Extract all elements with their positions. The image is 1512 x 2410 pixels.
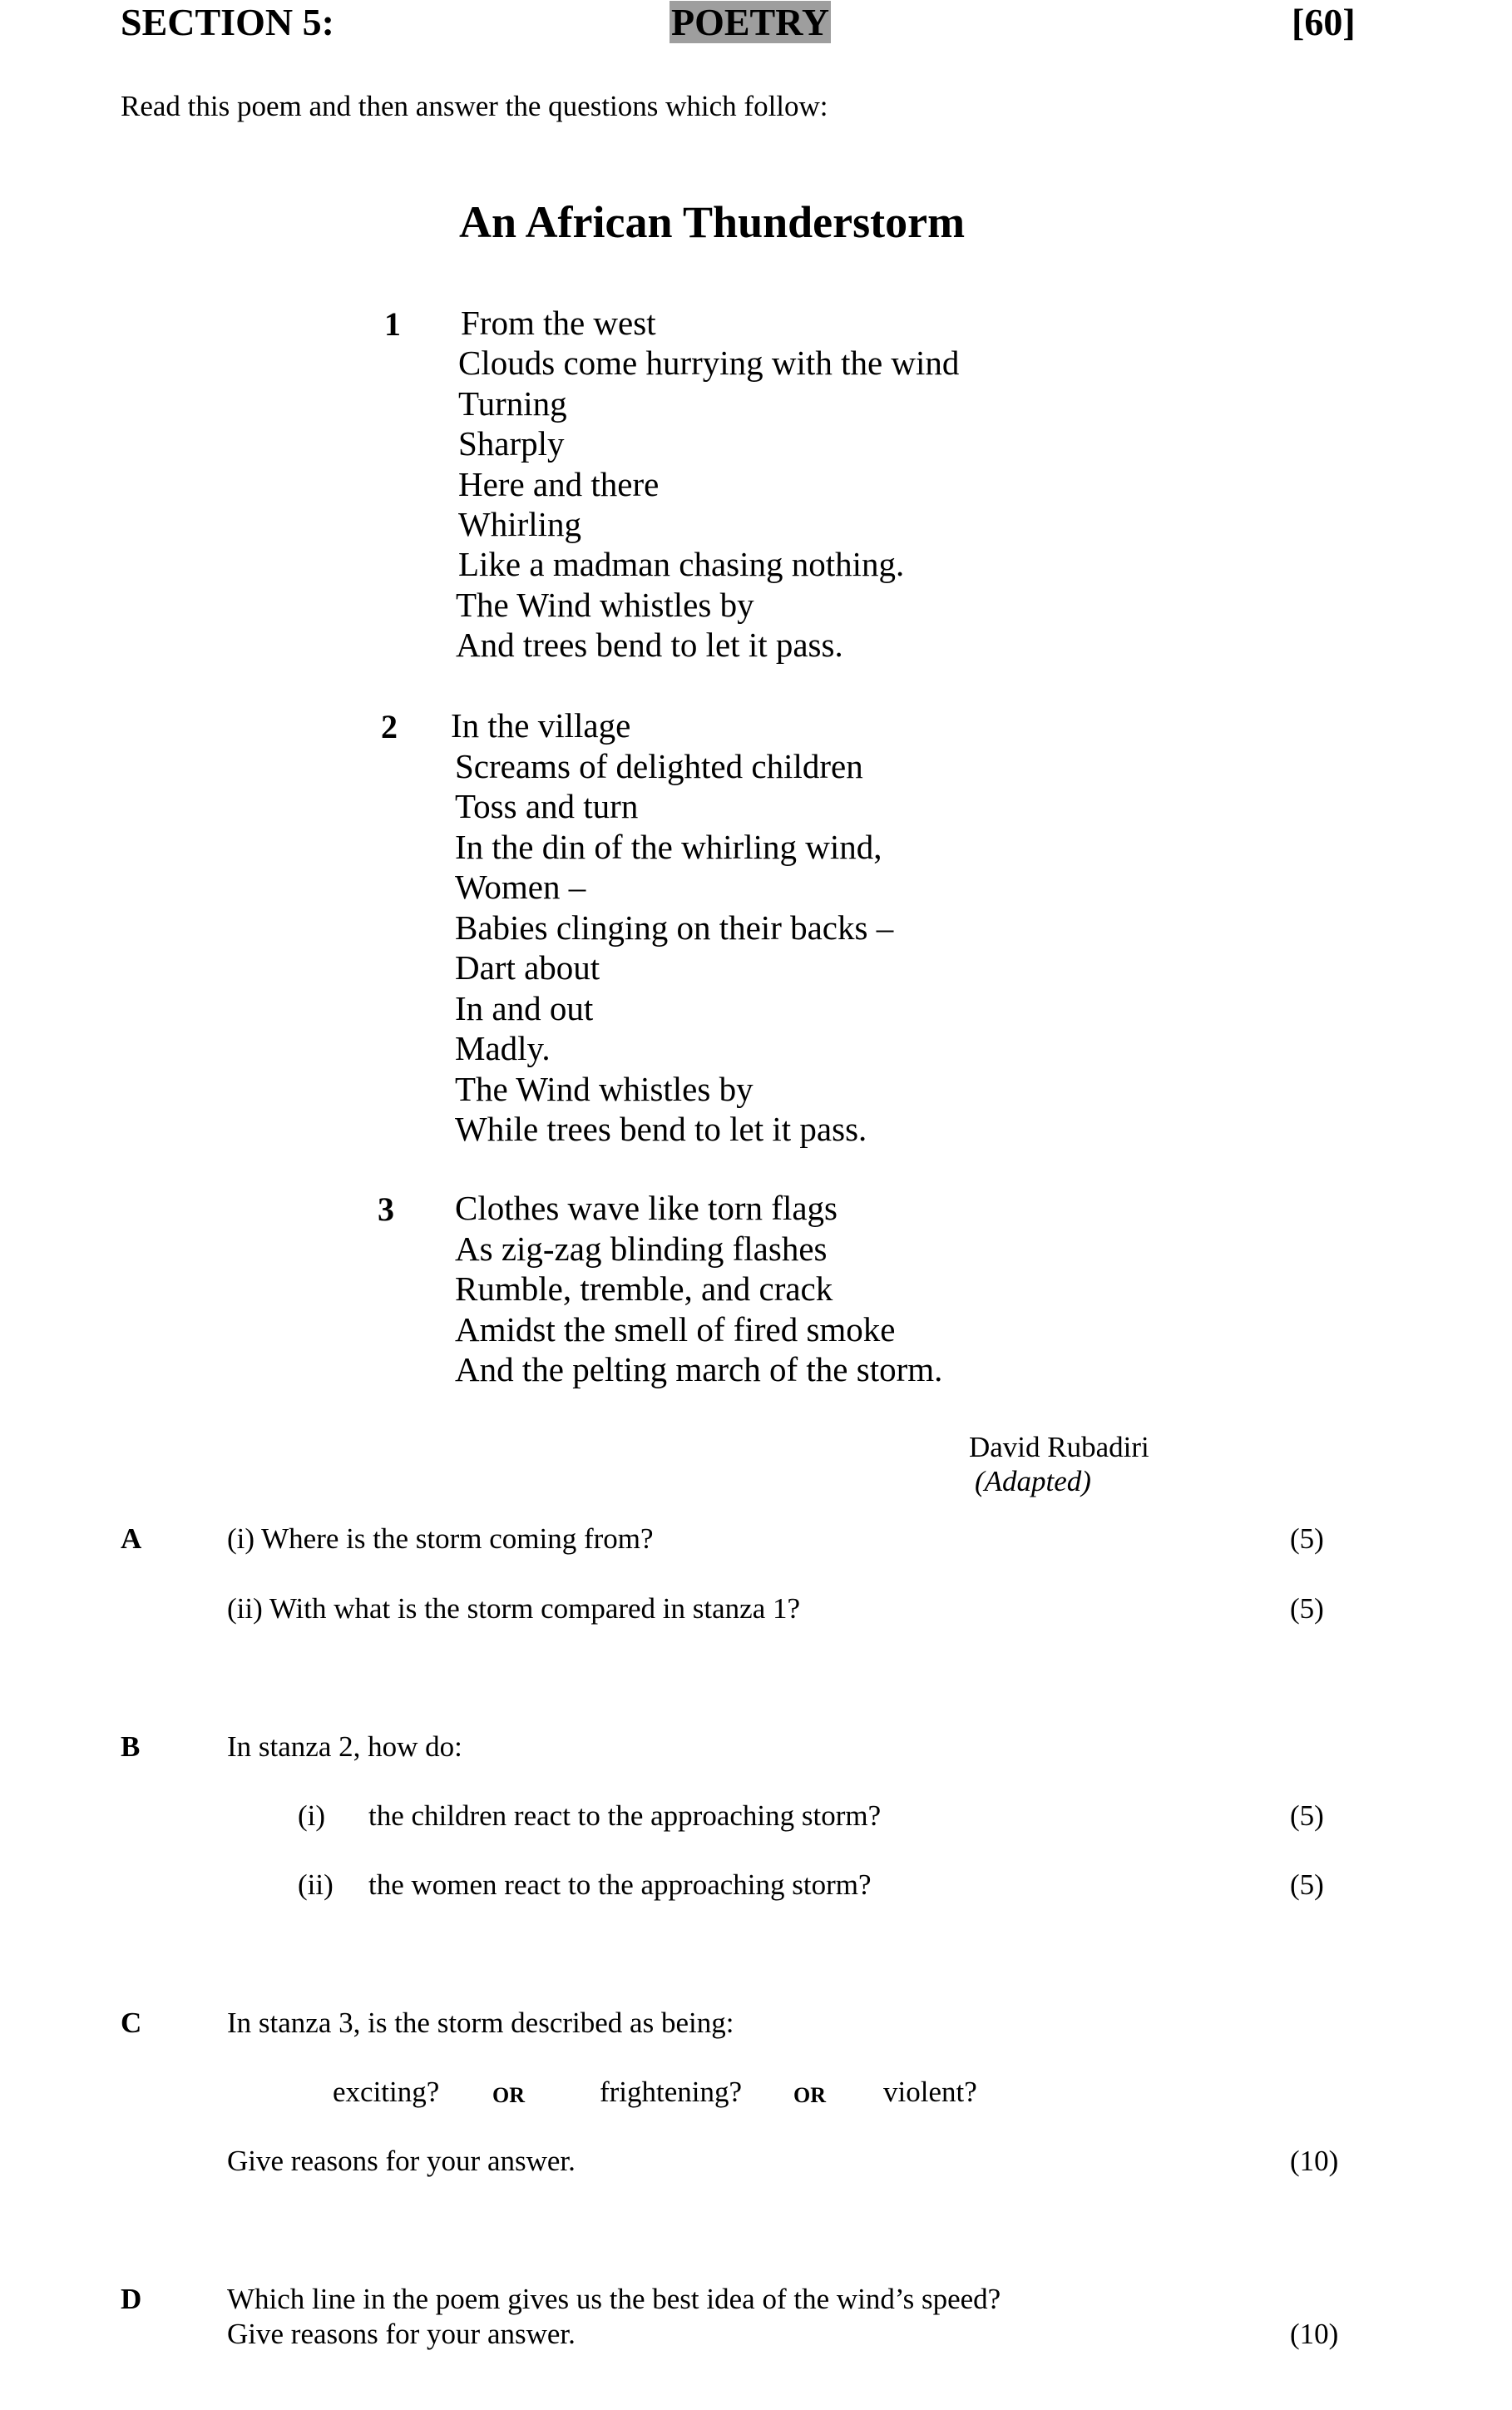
question-b-i-number: (i) [298,1799,326,1832]
question-c-or-1: OR [492,2083,525,2107]
poem-line: And trees bend to let it pass. [456,626,843,664]
poem-line: Amidst the smell of fired smoke [455,1310,896,1349]
question-b-ii: the women react to the approaching storm? [368,1868,872,1901]
poem-line: In and out [455,989,594,1027]
poem-author: David Rubadiri [969,1431,1149,1463]
question-b-ii-marks: (5) [1290,1868,1324,1901]
question-c-option-3: violent? [883,2076,977,2108]
question-d-label: D [121,2283,142,2315]
poem-note: (Adapted) [975,1465,1091,1497]
stanza-2-number: 2 [381,708,398,745]
poem-line: While trees bend to let it pass. [455,1110,867,1148]
poem-line: Women – [455,868,586,906]
subject-title [670,0,831,44]
poem-line: In the din of the whirling wind, [455,828,882,866]
question-a-ii: (ii) With what is the storm compared in stanza 1? [227,1592,801,1625]
poem-line: In the village [451,706,631,745]
poem-line: As zig-zag blinding flashes [455,1230,828,1268]
poem-line: Toss and turn [455,787,639,825]
question-c-option-2: frightening? [600,2076,743,2108]
poem-line: Like a madman chasing nothing. [458,545,905,583]
poem-line: Babies clinging on their backs – [455,908,894,947]
poem-title: An African Thunderstorm [459,197,966,247]
question-b-i: the children react to the approaching storm? [368,1799,882,1832]
section-label: SECTION 5: [121,1,334,43]
poem-line: Rumble, tremble, and crack [455,1269,833,1308]
question-c-option-1: exciting? [333,2076,440,2108]
total-marks: [60] [1292,1,1356,43]
poem-line: Whirling [458,505,582,543]
question-c-intro: In stanza 3, is the storm described as being: [227,2007,734,2039]
stanza-1-number: 1 [384,305,401,343]
poem-line: From the west [461,304,656,342]
poem-line: Sharply [458,424,565,463]
question-a-ii-marks: (5) [1290,1592,1324,1625]
poem-line: Turning [458,384,567,423]
poem-line: Madly. [455,1029,551,1067]
poem-line: Clouds come hurrying with the wind [458,344,960,382]
question-a-i: (i) Where is the storm coming from? [227,1522,654,1555]
poem-line: The Wind whistles by [455,1070,754,1108]
question-a-i-marks: (5) [1290,1522,1324,1555]
question-b-label: B [121,1730,141,1763]
poem-line: And the pelting march of the storm. [455,1350,943,1388]
instruction-text: Read this poem and then answer the questions which follow: [121,90,828,122]
poem-line: Here and there [458,465,660,503]
question-b-ii-number: (ii) [298,1868,334,1901]
question-c-or-2: OR [793,2083,826,2107]
question-a-label: A [121,1522,142,1555]
poem-line: Dart about [455,948,600,987]
question-c-marks: (10) [1290,2145,1339,2177]
question-c-label: C [121,2007,142,2039]
poem-line: Screams of delighted children [455,747,863,785]
question-d-line-2: Give reasons for your answer. [227,2318,576,2350]
subject-highlight: POETRY [671,1,830,43]
question-b-intro: In stanza 2, how do: [227,1730,462,1763]
question-d-marks: (10) [1290,2318,1339,2350]
poem-line: The Wind whistles by [456,586,754,624]
question-c-reason: Give reasons for your answer. [227,2145,576,2177]
question-d-line-1: Which line in the poem gives us the best idea of the wind’s speed? [227,2283,1001,2315]
stanza-3-number: 3 [378,1190,394,1228]
question-b-i-marks: (5) [1290,1799,1324,1832]
poem-line: Clothes wave like torn flags [455,1189,838,1227]
